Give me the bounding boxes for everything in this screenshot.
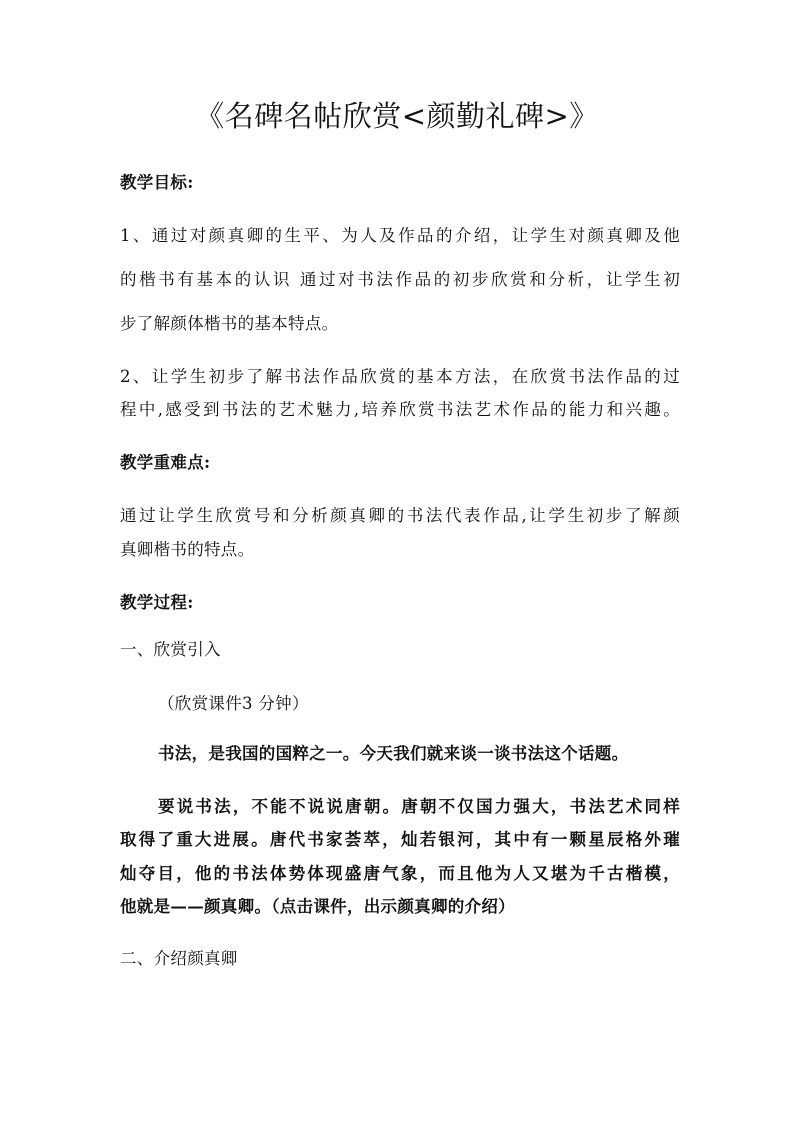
key-points-line-1: 通过让学生欣赏号和分析颜真卿的书法代表作品,让学生初步了解颜 <box>120 506 680 525</box>
objectives-heading: 教学目标: <box>120 173 194 192</box>
section-1-paragraph-2-line-4: 他就是——颜真卿。（点击课件，出示颜真卿的介绍） <box>120 897 515 916</box>
section-1-heading: 一、欣赏引入 <box>120 640 221 659</box>
objective-2-line-1: 2、让学生初步了解书法作品欣赏的基本方法，在欣赏书法作品的过 <box>120 367 680 386</box>
section-1-paragraph-1: 书法，是我国的国粹之一。今天我们就来谈一谈书法这个话题。 <box>158 744 629 763</box>
section-1-paragraph-2-line-3: 灿夺目，他的书法体势体现盛唐气象，而且他为人又堪为千古楷模， <box>120 864 680 883</box>
section-1-paragraph-2-line-2: 取得了重大进展。唐代书家荟萃，灿若银河，其中有一颗星辰格外璀 <box>120 830 680 849</box>
document-title: 《名碑名帖欣赏<颜勤礼碑>》 <box>195 99 599 133</box>
objective-1-line-2: 的楷书有基本的认识 通过对书法作品的初步欣赏和分析，让学生初 <box>120 270 680 289</box>
section-1-note: （欣赏课件3 分钟） <box>158 694 309 713</box>
section-2-heading: 二、介绍颜真卿 <box>120 949 238 968</box>
section-1-paragraph-2-line-1: 要说书法，不能不说说唐朝。唐朝不仅国力强大，书法艺术同样 <box>158 797 680 816</box>
key-points-heading: 教学重难点: <box>120 453 211 472</box>
objective-1-line-3: 步了解颜体楷书的基本特点。 <box>120 314 339 333</box>
process-heading: 教学过程: <box>120 593 194 612</box>
key-points-line-2: 真卿楷书的特点。 <box>120 540 255 559</box>
objective-2-line-2: 程中,感受到书法的艺术魅力,培养欣赏书法艺术作品的能力和兴趣。 <box>120 400 680 419</box>
objective-1-line-1: 1、通过对颜真卿的生平、为人及作品的介绍，让学生对颜真卿及他 <box>120 226 680 245</box>
